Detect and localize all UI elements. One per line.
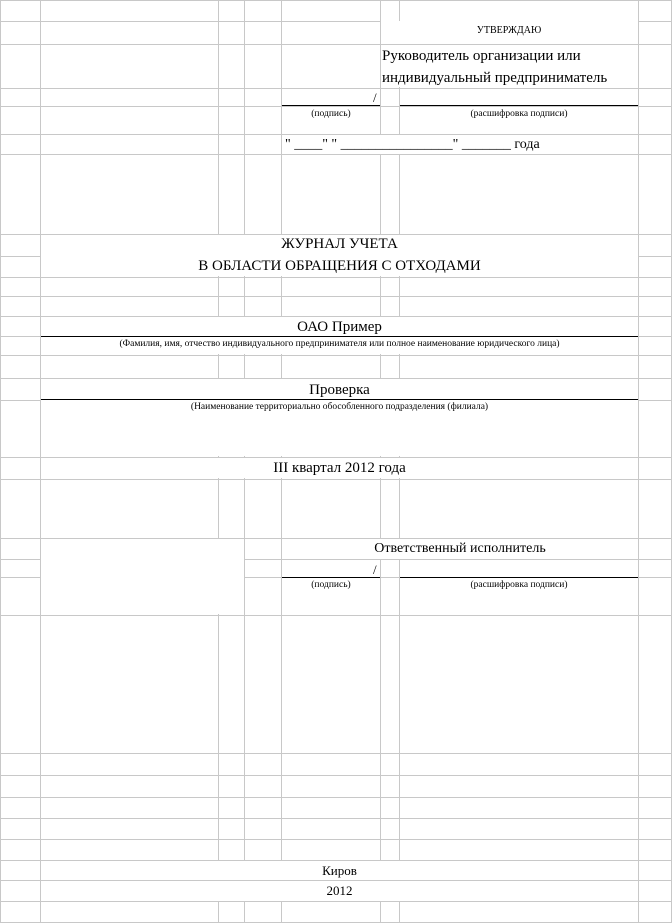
approval-signature-line bbox=[282, 105, 380, 106]
merged-cell-executor-left bbox=[41, 539, 244, 614]
approval-decoding-line bbox=[400, 105, 638, 106]
period-label: III квартал 2012 года bbox=[273, 460, 406, 476]
approval-role-line1: Руководитель организации или bbox=[382, 48, 581, 64]
division-underline bbox=[41, 399, 638, 400]
footer-year: 2012 bbox=[326, 883, 353, 898]
organization-caption: (Фамилия, имя, отчество индивидуального предпринимателя или полное наименование юридического лица) bbox=[119, 339, 560, 349]
approval-slash: / bbox=[373, 90, 377, 105]
executor-signature-line bbox=[282, 577, 380, 578]
division-name: Проверка bbox=[309, 382, 370, 398]
organization-underline bbox=[41, 336, 638, 337]
executor-decoding-line bbox=[400, 577, 638, 578]
approval-date-line: " ____" " ________________" _______ года bbox=[285, 137, 540, 152]
approval-decoding-caption: (расшифровка подписи) bbox=[470, 109, 568, 119]
approval-title: УТВЕРЖДАЮ bbox=[476, 25, 542, 36]
executor-title: Ответственный исполнитель bbox=[374, 541, 546, 556]
journal-title-line2: В ОБЛАСТИ ОБРАЩЕНИЯ С ОТХОДАМИ bbox=[198, 258, 481, 274]
division-caption: (Наименование территориально обособленного подразделения (филиала) bbox=[190, 402, 489, 412]
approval-signature-caption: (подпись) bbox=[311, 109, 351, 119]
organization-name: ОАО Пример bbox=[297, 319, 382, 335]
journal-title-line1: ЖУРНАЛ УЧЕТА bbox=[281, 236, 398, 252]
approval-role-line2: индивидуальный предприниматель bbox=[382, 70, 608, 86]
executor-slash: / bbox=[373, 562, 377, 577]
executor-decoding-caption: (расшифровка подписи) bbox=[470, 580, 568, 590]
executor-signature-caption: (подпись) bbox=[311, 580, 351, 590]
footer-city: Киров bbox=[322, 863, 357, 878]
